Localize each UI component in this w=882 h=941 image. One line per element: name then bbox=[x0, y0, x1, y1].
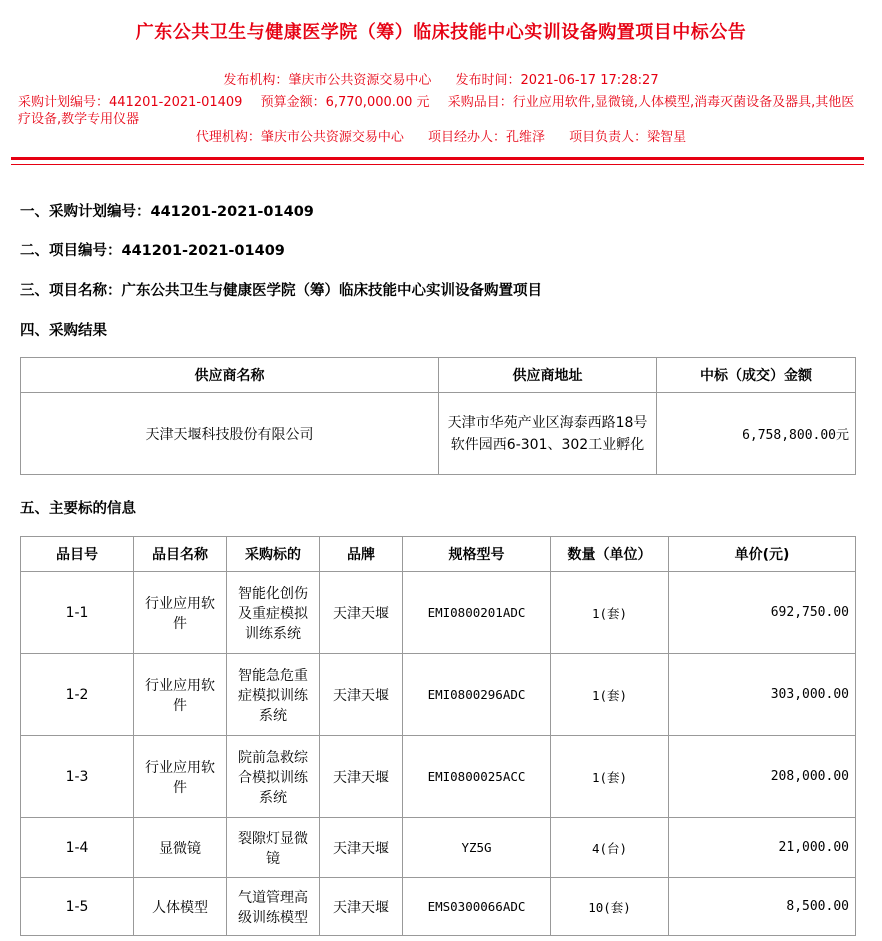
supplier-address: 天津市华苑产业区海泰西路18号软件园西6-301、302工业孵化 bbox=[439, 393, 657, 475]
header-unit-price: 单价(元) bbox=[669, 537, 856, 572]
table-row bbox=[21, 654, 856, 736]
item-category: 人体模型 bbox=[134, 878, 227, 936]
header-category: 品目名称 bbox=[134, 537, 227, 572]
table-row bbox=[21, 393, 856, 475]
item-brand: 天津天堰 bbox=[320, 654, 403, 736]
procurement-items: 采购品目：行业应用软件,显微镜,人体模型,消毒灭菌设备及器具,其他医疗设备,教学专用仪器 bbox=[18, 95, 855, 127]
item-no: 1-2 bbox=[21, 654, 134, 736]
item-category: 显微镜 bbox=[134, 818, 227, 878]
item-no: 1-5 bbox=[21, 878, 134, 936]
item-target: 智能急危重症模拟训练系统 bbox=[227, 654, 320, 736]
item-no: 1-3 bbox=[21, 736, 134, 818]
item-brand: 天津天堰 bbox=[320, 818, 403, 878]
section-plan-number: 一、采购计划编号：441201-2021-01409 bbox=[20, 204, 314, 220]
agency: 代理机构：肇庆市公共资源交易中心 bbox=[195, 130, 404, 145]
item-category: 行业应用软件 bbox=[134, 572, 227, 654]
item-price: 303,000.00 bbox=[669, 654, 856, 736]
item-brand: 天津天堰 bbox=[320, 572, 403, 654]
item-category: 行业应用软件 bbox=[134, 654, 227, 736]
supplier-name: 天津天堰科技股份有限公司 bbox=[21, 393, 439, 475]
publish-time: 发布时间：2021-06-17 17:28:27 bbox=[455, 73, 659, 88]
item-no: 1-4 bbox=[21, 818, 134, 878]
items-table bbox=[20, 536, 856, 936]
item-model: EMI0800296ADC bbox=[403, 654, 551, 736]
header-supplier: 供应商名称 bbox=[21, 358, 439, 393]
table-header-row bbox=[21, 358, 856, 393]
manager: 项目负责人：梁智星 bbox=[569, 130, 687, 145]
header-target: 采购标的 bbox=[227, 537, 320, 572]
plan-number: 采购计划编号：441201-2021-01409 bbox=[18, 95, 243, 110]
item-price: 208,000.00 bbox=[669, 736, 856, 818]
section-result: 四、采购结果 bbox=[20, 323, 107, 339]
item-price: 8,500.00 bbox=[669, 878, 856, 936]
item-brand: 天津天堰 bbox=[320, 736, 403, 818]
table-row bbox=[21, 572, 856, 654]
budget-amount: 预算金额：6,770,000.00 元 bbox=[260, 95, 430, 110]
item-category: 行业应用软件 bbox=[134, 736, 227, 818]
item-no: 1-1 bbox=[21, 572, 134, 654]
section-project-number: 二、项目编号：441201-2021-01409 bbox=[20, 243, 285, 259]
meta-line-3 bbox=[0, 129, 882, 146]
table-row bbox=[21, 818, 856, 878]
item-price: 692,750.00 bbox=[669, 572, 856, 654]
item-target: 智能化创伤及重症模拟训练系统 bbox=[227, 572, 320, 654]
header-model: 规格型号 bbox=[403, 537, 551, 572]
header-item-no: 品目号 bbox=[21, 537, 134, 572]
handler: 项目经办人：孔维泽 bbox=[427, 130, 545, 145]
item-quantity: 10(套) bbox=[551, 878, 669, 936]
header-divider-thin bbox=[11, 164, 864, 165]
section-items: 五、主要标的信息 bbox=[20, 501, 136, 517]
item-price: 21,000.00 bbox=[669, 818, 856, 878]
item-target: 裂隙灯显微镜 bbox=[227, 818, 320, 878]
header-divider bbox=[11, 157, 864, 160]
item-model: EMI0800201ADC bbox=[403, 572, 551, 654]
table-row bbox=[21, 878, 856, 936]
item-model: EMS0300066ADC bbox=[403, 878, 551, 936]
item-quantity: 1(套) bbox=[551, 654, 669, 736]
notice-title: 广东公共卫生与健康医学院（筹）临床技能中心实训设备购置项目中标公告 bbox=[135, 22, 747, 43]
header-address: 供应商地址 bbox=[439, 358, 657, 393]
header-amount: 中标（成交）金额 bbox=[657, 358, 856, 393]
item-target: 气道管理高级训练模型 bbox=[227, 878, 320, 936]
item-model: EMI0800025ACC bbox=[403, 736, 551, 818]
item-quantity: 4(台) bbox=[551, 818, 669, 878]
header-quantity: 数量（单位） bbox=[551, 537, 669, 572]
header-brand: 品牌 bbox=[320, 537, 403, 572]
section-project-name: 三、项目名称：广东公共卫生与健康医学院（筹）临床技能中心实训设备购置项目 bbox=[20, 283, 542, 299]
item-quantity: 1(套) bbox=[551, 572, 669, 654]
result-table bbox=[20, 357, 856, 475]
table-header-row bbox=[21, 537, 856, 572]
award-amount: 6,758,800.00元 bbox=[657, 393, 856, 475]
meta-line-2 bbox=[18, 94, 864, 128]
item-quantity: 1(套) bbox=[551, 736, 669, 818]
publisher: 发布机构：肇庆市公共资源交易中心 bbox=[223, 73, 432, 88]
item-brand: 天津天堰 bbox=[320, 878, 403, 936]
item-target: 院前急救综合模拟训练系统 bbox=[227, 736, 320, 818]
meta-line-1 bbox=[0, 72, 882, 89]
table-row bbox=[21, 736, 856, 818]
item-model: YZ5G bbox=[403, 818, 551, 878]
